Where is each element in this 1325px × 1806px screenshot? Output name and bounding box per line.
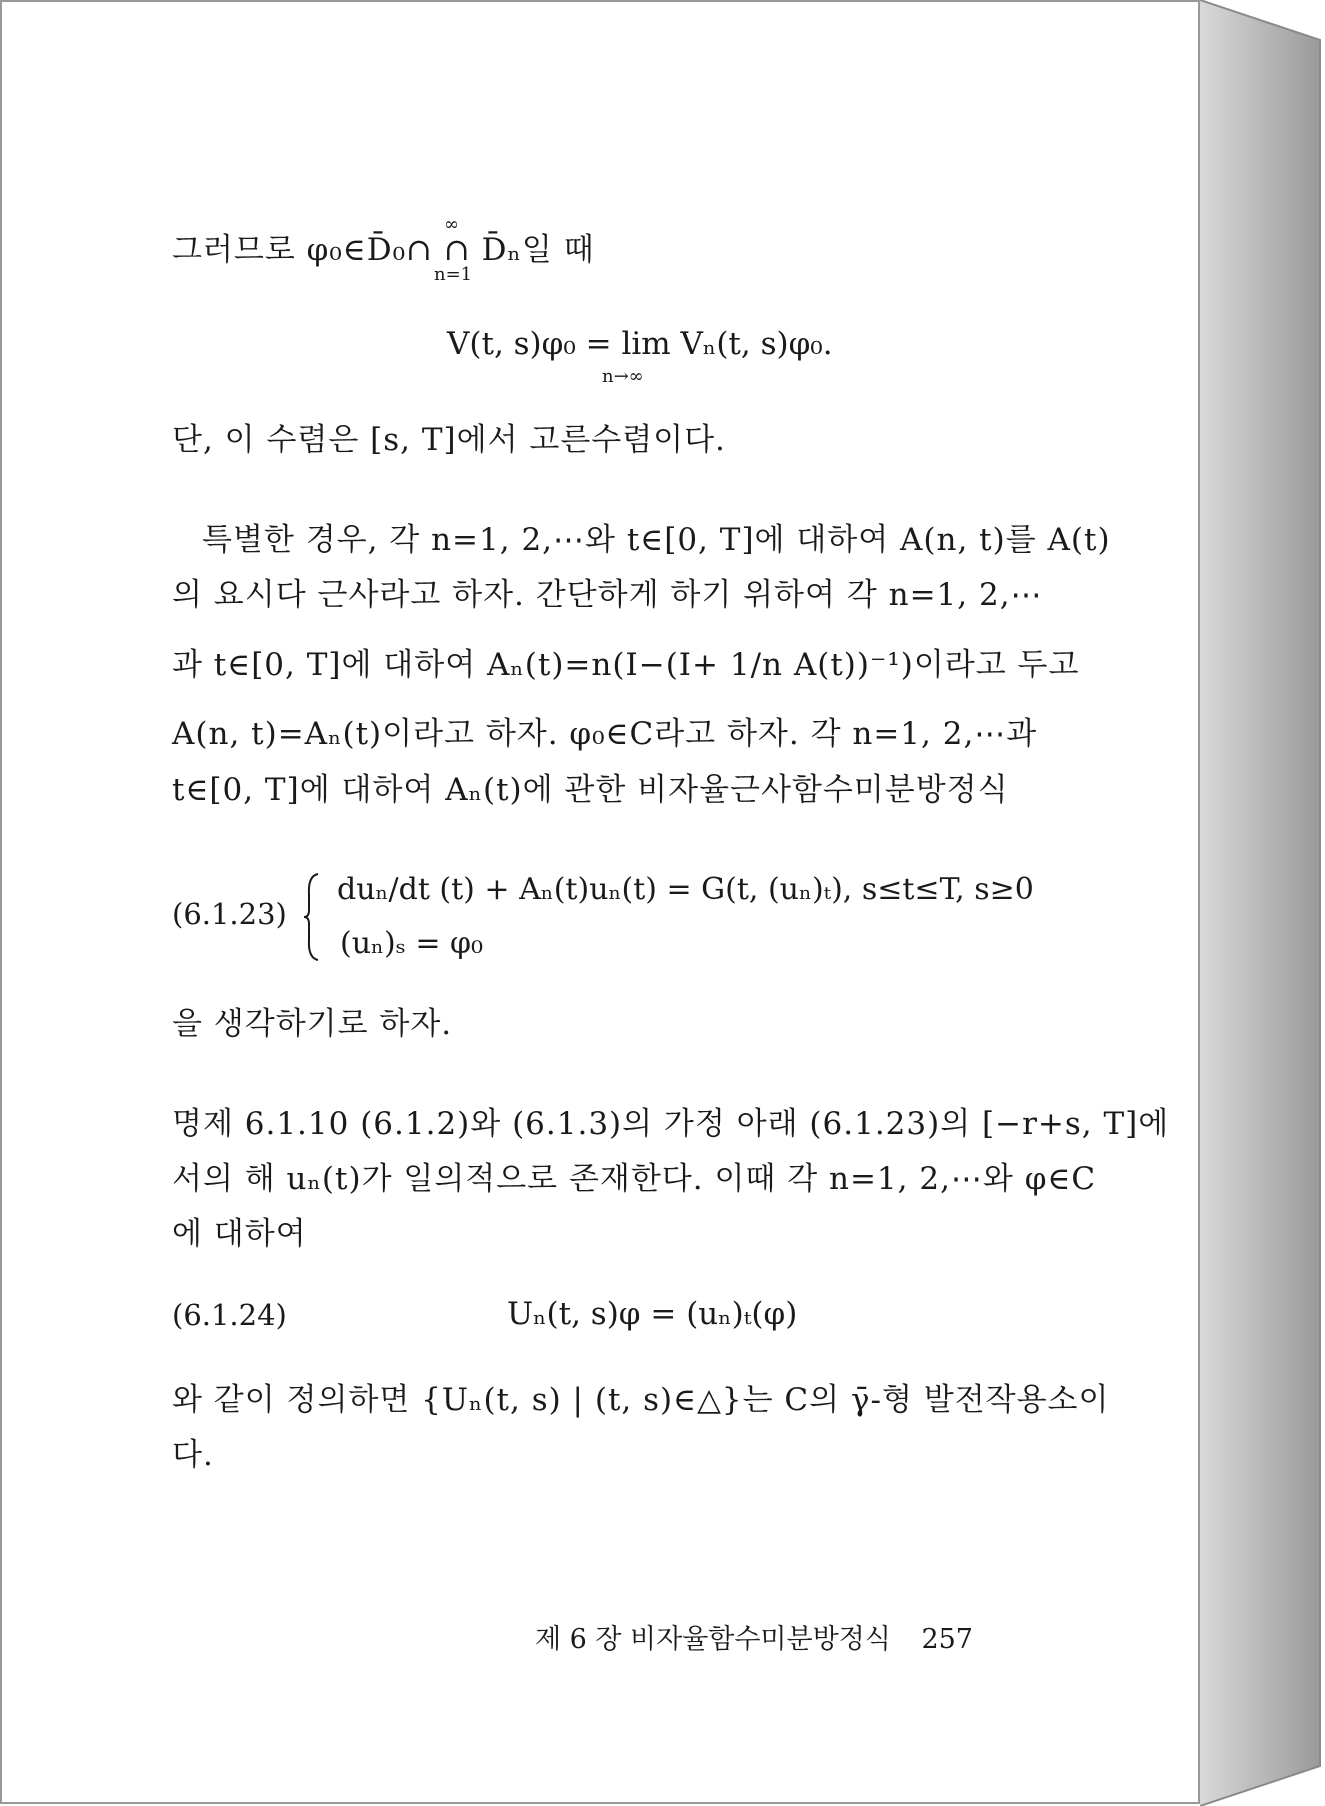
limit-subscript: n→∞ bbox=[602, 366, 644, 387]
paragraph-line-1: 특별한 경우, 각 n=1, 2,⋯와 t∈[0, T]에 대하여 A(n, t)를 A(t) bbox=[202, 522, 1111, 558]
consider-line: 을 생각하기로 하자. bbox=[172, 1006, 453, 1042]
uniform-convergence-note: 단, 이 수렴은 [s, T]에서 고른수렴이다. bbox=[172, 422, 726, 458]
equation-label-6-1-23: (6.1.23) bbox=[172, 897, 287, 931]
equation-label-6-1-24: (6.1.24) bbox=[172, 1298, 287, 1332]
conclusion-line-1: 와 같이 정의하면 {Uₙ(t, s) | (t, s)∈△}는 C의 γ̄-형 발전작용소이 bbox=[172, 1382, 1110, 1418]
proposition-line-3: 에 대하여 bbox=[172, 1216, 307, 1252]
paragraph-line-2: 의 요시다 근사라고 하자. 간단하게 하기 위하여 각 n=1, 2,⋯ bbox=[172, 577, 1043, 613]
intersection-upper-limit: ∞ bbox=[444, 214, 459, 235]
conclusion-line-2: 다. bbox=[172, 1437, 214, 1473]
paragraph-line-4: A(n, t)=Aₙ(t)이라고 하자. φ₀∈C라고 하자. 각 n=1, 2,⋯과 bbox=[172, 716, 1038, 752]
left-brace bbox=[302, 872, 322, 962]
proposition-line-1: 명제 6.1.10 (6.1.2)와 (6.1.3)의 가정 아래 (6.1.23)의 [−r+s, T]에 bbox=[172, 1106, 1170, 1142]
paragraph-line-5: t∈[0, T]에 대하여 Aₙ(t)에 관한 비자율근사함수미분방정식 bbox=[172, 772, 1009, 808]
book-edge-shading bbox=[1200, 0, 1325, 1806]
equation-6-1-23-line-2: (uₙ)ₛ = φ₀ bbox=[340, 926, 484, 961]
intro-line: 그러므로 φ₀∈D̄₀∩ ∩ D̄ₙ일 때 bbox=[172, 232, 595, 268]
paragraph-line-3: 과 t∈[0, T]에 대하여 Aₙ(t)=n(I−(I+ 1/n A(t))⁻¹)이라고 두고 bbox=[172, 647, 1080, 683]
page-footer bbox=[535, 1617, 973, 1656]
equation-6-1-24: Uₙ(t, s)φ = (uₙ)ₜ(φ) bbox=[507, 1296, 798, 1332]
limit-equation: V(t, s)φ₀ = lim Vₙ(t, s)φ₀. bbox=[447, 326, 833, 362]
equation-6-1-23-line-1: duₙ/dt (t) + Aₙ(t)uₙ(t) = G(t, (uₙ)ₜ), s≤t≤T, s≥0 bbox=[337, 872, 1034, 907]
chapter-title: 제 6 장 비자율함수미분방정식 bbox=[534, 1624, 891, 1655]
intersection-lower-limit: n=1 bbox=[434, 264, 473, 285]
page-number: 257 bbox=[921, 1624, 973, 1655]
proposition-line-2: 서의 해 uₙ(t)가 일의적으로 존재한다. 이때 각 n=1, 2,⋯와 φ∈C bbox=[172, 1161, 1097, 1197]
